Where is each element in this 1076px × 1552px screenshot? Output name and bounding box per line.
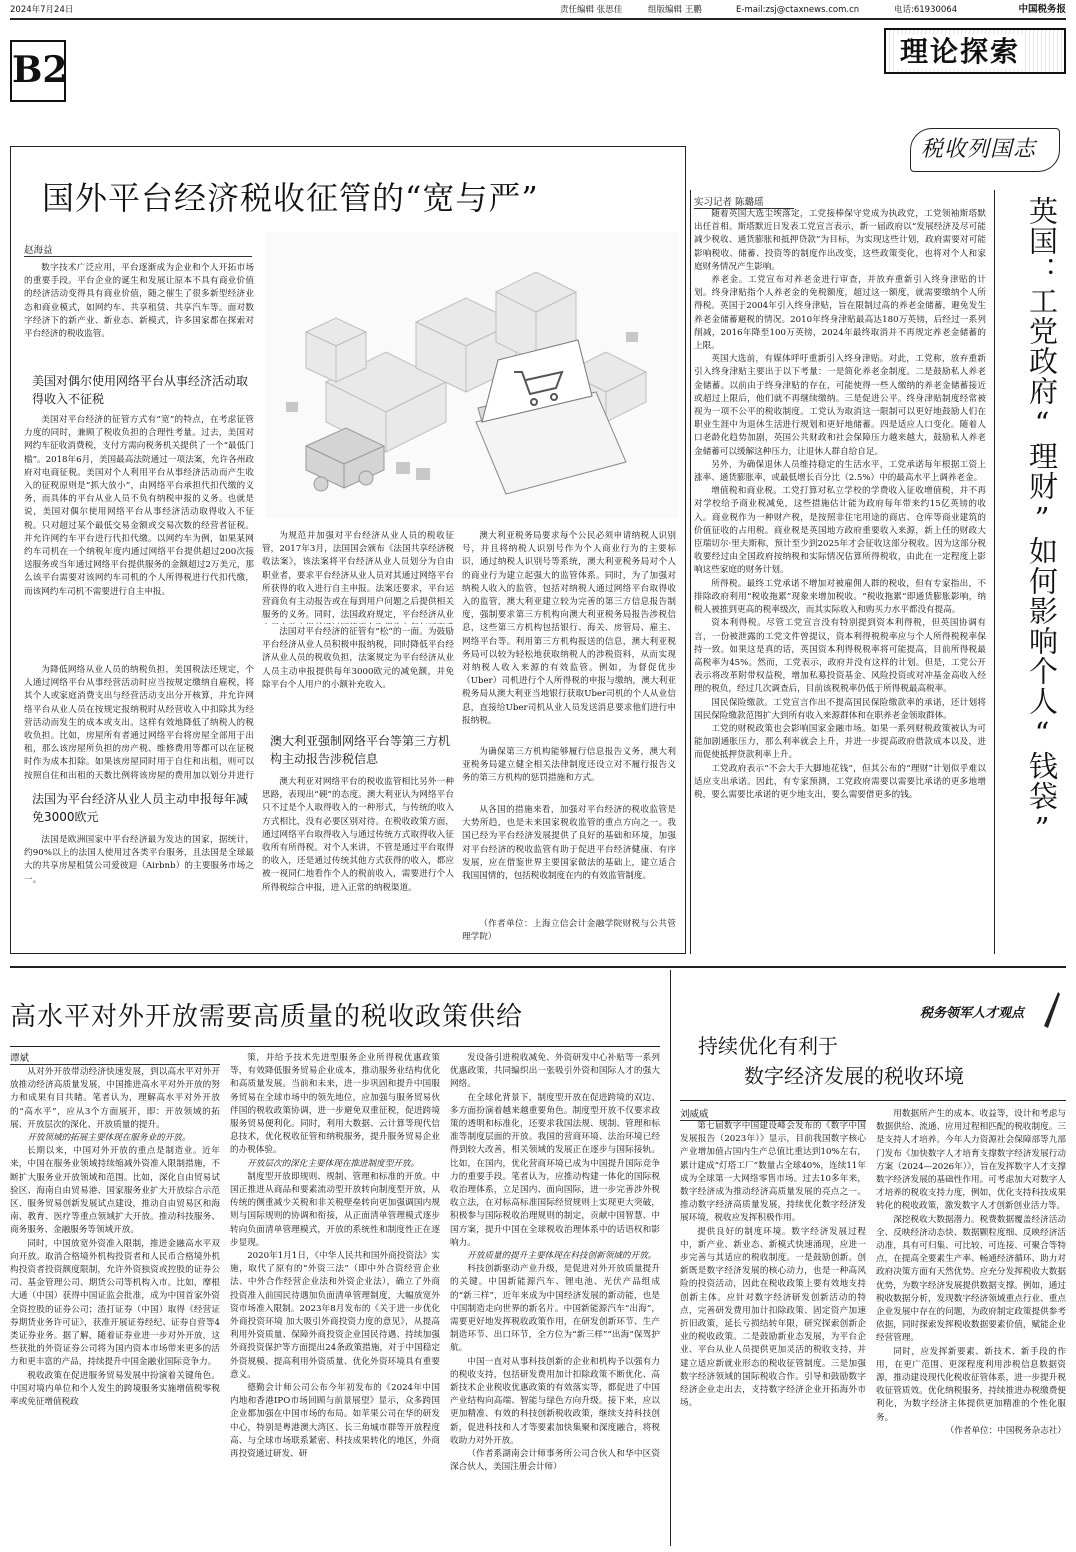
article1-col2-body: 为规范并加强对平台经济从业人员的税收征管，2017年3月，法国国会颁布《法国共享经济税收法案》，该法案将平台经济从业人员划分为自由职业者，要求平台经济从业人员对其通过网络平台所获得的收入进行自主申报。法案还要求，平台运营商负有主动报告或在每到用户问题之后提供相关服务的义务。同时，法国政府规定，平台经济从业	[262, 531, 454, 621]
article1-col3-body: 澳大利亚税务局要求每个公民必须申请纳税人识别号，并且将纳税人识别号作为个人商业行为的主要标识，通过纳税人识别号等系统，澳大利亚税务局对个人的商业行为建立起强大的监管体系。同时，为了加强对纳税人收入的监管，包括对纳税人通过网络平台取得收入的监管，澳大利亚建立较为完善的第三方信息报告制度，强制要求第三方机构向澳大利亚税务局报告涉税信息，这些第三方机构包括银行、海关、房管局、雇主、网络平台等。利用第三方机构报送的信息，澳大利亚税务局可以较为轻松地获取纳税人的涉税资料，从而实现对纳税人收入来源的有效监管。例如，为督促优步（Uber）司机进行个人所得税的申报与缴纳，澳大利亚税务局从澳大利亚当地银行获取Uber司机的个人从业信息，直接给Uber司机从业人员发送消息要求他们进行申报纳税。	[462, 531, 676, 726]
article1-footnote: （作者单位：上海立信会计金融学院财税与公共管理学院）	[462, 919, 676, 943]
article4-title-line2: 数字经济发展的税收环境	[744, 1064, 964, 1088]
editor-credit: 责任编辑 张思佳	[560, 5, 623, 15]
article2-title: 英国：工党政府“理财”如何影响个人“钱袋”	[1025, 196, 1059, 846]
article1-col3-body3: 从各国的措施来看，加强对平台经济的税收监管是大势所趋，也是未来国家税收监管的重点方向之一。我国已经为平台经济发展提供了良好的基础和环境，加强对平台经济的税收监管有助于促进平台经济健康、有序发展，应在借鉴世界主要国家做法的基础上，建立适合我国国情的，包括税收制度在内的有效监管制度。	[462, 805, 676, 882]
issue-date: 2024年7月24日	[10, 5, 74, 15]
article1-subhead-usa: 美国对偶尔使用网络平台从事经济活动取得收入不征税	[32, 374, 249, 406]
article3-title: 高水平对外开放需要高质量的税收政策供给	[10, 1002, 524, 1032]
page-label-box	[10, 40, 66, 102]
section-title: 理论探索	[896, 34, 1024, 70]
series-badge	[910, 128, 1060, 172]
article1-col1-body3: 法国是欧洲国家中平台经济最为发达的国家，据统计，约90%以上的法国人使用过各类平台服务，且法国是全球最大的共享房屋租赁公司爱彼迎（Airbnb）的主要服务市场之一。	[24, 835, 254, 885]
article3-col3: 发设备引进税收减免、外资研发中心补贴等一系列优惠政策，共同编织出一张吸引外资和国际人才的强大网络。 在全球化背景下，制度型开放在促进跨境的双边、多方面扮演着越来越重要角色。制度型开放不仅要求政策的透明和标准化，还要求我国法规、规制、管理和标准等制度层面的开放。我国的营商环境、法治环境已经得到较大改善，相关领域的发展正在逐步与国际接轨。比如，在国内，优化营商环境已成为中国提升国际竞争力的重要手段。笔者认为，应推动构建一体化的国际税收治理体系，立足国内、面向国际，进一步完善涉外税收立法，在对标高标准国际经贸规则上实现更大突破，积极参与国际税收治理规则的制定，贡献中国智慧、中国方案，提升中国在全球税收治理体系中的话语权和影响力。 开放质量的提升主要体现在科技创新领域的开放。 科技创新驱动产业升级，是促进对外开放质量提升的关键。中国新能源汽车、锂电池、光伏产品组成的“新三样”，近年来成为中国经济发展的新动能，也是中国制造走向世界的新名片。中国新能源汽车“出海”，需要更好地发挥税收政策作用，在研发创新环节、生产制造环节、出口环节，全方位为“新三样”“出海”保驾护航。 中国一直对从事科技创新的企业和机构予以强有力的税收支持，包括研发费用加计扣除政策不断优化、高新技术企业税收优惠政策的有效落实等，都促进了中国产业结构向高端、智能与绿色方向升级。接下来，应以更加精准、有效的科技创新税收政策，继续支持科技创新，促进科技和人才等要素加快集聚和深度融合，将税收助力对外开放。 （作者系湖南会计师事务所公司合伙人和华中区资深合伙人，美国注册会计师）	[450, 1053, 660, 1473]
series-badge-label: 税收列国志	[921, 137, 1037, 162]
article4-author: 刘威威	[680, 1106, 866, 1121]
article1-subhead-france: 法国为平台经济从业人员主动申报每年减免3000欧元	[32, 792, 249, 824]
article1-subhead-australia: 澳大利亚强制网络平台等第三方机构主动报告涉税信息	[270, 734, 451, 766]
article3-col1: 从对外开放带动经济快速发展，到以高水平对外开放推动经济高质量发展，中国推进高水平对外开放的努力和成果有目共睹。笔者认为，理解高水平对外开放的“高水平”，应从3个方面展开，即：开放领域的拓展、开放层次的深化、开放质量的提升。 开放领域的拓展主要体现在服务业的开放。 长期以来，中国对外开放的重点是制造业。近年来，中国在服务业领域持续缩减外资准入限制措施，不断扩大服务业开放领域和范围。比如，深化自由贸易试验区、海南自由贸易港、国家服务业扩大开放综合示范区、服务贸易创新发展试点建设，推动自由贸易区和海南、教育、医疗等重点领域扩大开放。推动科技服务、商务服务、金融服务等领域开放。 同时，中国放宽外资准入限制，推进金融高水平双向开放。取消合格境外机构投资者和人民币合格境外机构投资者投资额度限制，允许外资独资或控股的证券公司、基金管理公司、期货公司等机构入市。比如，摩根大通（中国）获得中国证监会批准，成为中国首家外资全资控股的证券公司；渣打证券（中国）取得《经营证券期货业务许可证》，获准开展证券经纪、证券自营等4类证券业务。据了解，随着证券业进一步对外开放，这些获批的外资证券公司将为国内资本市场带来更多的活力和更丰富的产品，持续提升中国金融业国际竞争力。 税收政策在促进服务贸易发展中扮演着关键角色。中国对境内单位和个人发生的跨境服务实施增值税零税率或免征增值税政	[10, 1067, 220, 1408]
article1-col1-body: 美国对平台经济的征管方式有“宽”的特点，在考虑征管力度的同时，兼顾了税收负担的合理性考量。过去，美国对网约车征收消费税，支付方需向税务机关提供了一个“最低门槛”。2018年6月，美国最高法院通过一项法案，允许各州政府对电商征税。美国对个人利用平台从事经济活动而产生收入的征税原则是“抓大放小”，由网络平台承担代扣代缴的义务，而具体的平台从业人员不负有纳税申报的义务。也就是说，美国对偶尔使用网络平台从事经济活动取得收入不征税。只对超过某个最低交易金额或交易次数的经营者征税。并允许网约车平台进行代扣代缴。以网约车为例，如果某网约车司机在一个纳税年度内通过网络平台提供超过200次接送服务或当年通过网络平台提供服务的金额超过2万美元，那么该平台需要对该网约车司机的个人所得税进行代扣代缴，而该网约车司机不需要进行自主申报。	[24, 415, 254, 597]
article1-author: 赵海益	[24, 242, 252, 257]
article3-col2: 策，并给予技术先进型服务企业所得税优惠政策等，有效降低服务贸易企业成本，推动服务业结构优化和高质量发展。当前和未来，进一步巩固和提升中国服务贸易在全球市场中的领先地位，应加强与服务贸易伙伴国的税收政策协调，进一步避免双重征税，促进跨境服务贸易便利化。同时，利用大数据、云计算等现代信息技术，优化税收征管和纳税服务，提升服务贸易企业的办税体验。 开放层次的深化主要体现在推进制度型开放。 制度型开放即规则、规制、管理和标准的开放。中国正推进从商品和要素流动型开放转向制度型开放，从传统的侧重减少关税和非关税壁垒转向更加强调国内规则与国际规则的协调和衔接，从正面清单管理模式逐步转向负面清单管理模式，开放的系统性和制度性正在逐步显现。 2020年1月1日，《中华人民共和国外商投资法》实施，取代了原有的“外资三法”（即中外合资经营企业法、中外合作经营企业法和外资企业法），确立了外商投资准入前国民待遇加负面清单管理制度，大幅放宽外资市场准入限制。2023年8月发布的《关于进一步优化外商投资环境 加大吸引外商投资力度的意见》，从提高利用外资质量、保障外商投资企业国民待遇、持续加强外商投资保护等方面提出24条政策措施，对于中国稳定外资规模、提高利用外资质量、优化外资环境具有重要意义。 德勤会计师公司公布今年初发布的《2024年中国内地和香港IPO市场回顾与前景展望》显示，众多跨国企业都加强在中国市场的布局。如苹果公司在华的研发中心，特别是粤港澳大湾区、长三角城市群等开放程度高、与全球市场联系紧密、科技成果转化的地区，外商再投资通过研发、研	[230, 1053, 440, 1460]
article1-col2-body2: 法国对平台经济的征管有“松”的一面。为鼓励平台经济从业人员积极申报纳税，同时降低平台经济从业人员的税收负担，法案规定为平台经济从业人员主动申报提供每年3000欧元的减免额，并免除平台个人用户的小额补充收入。	[262, 627, 454, 690]
section-title-box	[884, 28, 1066, 74]
article4-col2: 用数据所产生的成本、收益等，设计和考虑与数据供给、流通、应用过程相匹配的税收制度。三是支持人才培养。今年人力资源社会保障部等九部门发布《加快数字人才培育支撑数字经济发展行动方案（2024—2026年）》，旨在发挥数字人才支撑数字经济发展的基础性作用。可考虑加大对数字人才培养的税收支持力度，例如，优化支持科技成果转化的税收政策，激发数字人才创新创业活力等。 深挖税收大数据潜力。税费数据覆盖经济活动全、反映经济动态快、数据颗粒度细、反映经济活动准，具有可归集、可比较、可连接、可聚合等特点，在提高全要素生产率、畅通经济循环、助力对政府决策方面有天然优势。应充分发挥税收大数据优势，为数字经济发展提供数据支撑。例如，通过税收数据分析，发现数字经济领域重点行业、重点企业发展中存在的问题，为政府制定政策提供参考依据，同时探索发挥税收数据要素价值，赋能企业经营管理。 同时，应发挥新要素、新技术、新手段的作用，在更广范围、更深程度利用涉税信息数据资源，推动建设现代化税收征管体系，进一步提升税收征管质效。优化纳税服务，持续推进办税缴费便利化，为数字经济主体提供更加精准的个性化服务。 （作者单位：中国税务杂志社）	[876, 1109, 1066, 1436]
page-label: B2	[12, 49, 68, 91]
layout-editor-credit: 组版编辑 王鹏	[648, 5, 702, 15]
article1-col1-body2: 为降低网络从业人员的纳税负担，美国税法还规定，个人通过网络平台从事经营活动时应当按规定缴纳自雇税，将其个人或家庭消费支出与经营活动支出分开核算，并允许网络平台从业人员在按规定报纳税时从经营收入中扣除其为经营活动而发生的成本或支出。这样有效地降低了纳税人的税收负担。比如，房屋所有者通过网络平台将房屋全部用于出租，那么该房屋所负担的房产税、维修费用等都可以在征税时作为成本扣除。如果该房屋同时用于自住和出租，则可以按照自住和出租的天数比例将该房屋的费用加以划分并进行	[24, 665, 254, 781]
article1-col2-body3: 澳大利亚对网络平台的税收监管相比另外一种思路，表现出“硬”的态度。澳大利亚认为网络平台只不过是个人取得收入的一种形式，与传统的收入方式相比，没有必要区别对待。在税收政策方面，通过网络平台取得收入与通过传统方式取得收入征收所有所得税。对个人来讲，不管是通过平台取得的收入，还是通过传统其他方式获得的收入，都应被一视同仁地看作个人的税前收入，需要进行个人所得税综合申报，进入正常的纳税渠道。	[262, 777, 454, 893]
editor-email: E-mail:zsj@ctaxnews.com.cn	[736, 5, 860, 15]
paper-name: 中国税务报	[1018, 4, 1066, 15]
article1-intro: 数字技术广泛应用，平台逐渐成为企业和个人开拓市场的重要手段。平台企业的诞生和发展让原本不具有商业价值的经济活动变得具有商业价值，随之催生了很多新型经济业态和商业模式，如网约车、共享租赁、共享汽车等。面对数字经济下的新产业、新业态、新模式，许多国家都在探索对平台经济的税收监管。	[24, 263, 254, 340]
editor-phone: 电话:61930064	[894, 5, 958, 15]
article4-column-label: 税务领军人才观点	[920, 1006, 1025, 1021]
article3-author: 谭斌	[10, 1050, 220, 1065]
article1-title: 国外平台经济税收征管的“宽与严”	[42, 179, 539, 217]
platform-economy-illustration	[266, 232, 678, 518]
article4-col1: 第七届数字中国建设峰会发布的《数字中国发展报告（2023年）》显示，目前我国数字核心产业增加值占国内生产总值比重达到10%左右，累计建成“灯塔工厂”数量占全球40%，连续11年成为全球第一大网络零售市场。过去10多年来，数字经济成为推动经济高质量发展的亮点之一。推动数字经济高质量发展，持续优化数字经济发展环境，税收应发挥积极作用。 提供良好的制度环境。数字经济发展过程中，新产业、新业态、新模式快速涌现，应进一步完善与其适应的税收制度。一是鼓励创新。创新既是数字经济发展的核心动力，也是一种高风险的投资活动，因此在税收政策上要有效地支持创新主体。应针对数字经济研发创新活动的特点，完善研发费用加计扣除政策、固定资产加速折旧政策，延长亏损结转年限，研究探索创新企业的税收政策。二是鼓励新业态发展，为平台企业、平台从业人员提供更加灵活的税收支持，并建立适应新就业形态的税收征管制度。三是加强数字经济领域的国际税收合作。引导和鼓励数字经济企业走出去，支持数字经济企业开拓海外市场。	[680, 1121, 866, 1409]
article4-title-line1: 持续优化有利于	[698, 1034, 838, 1058]
article2-body: 随着英国大选尘埃落定，工党接棒保守党成为执政党，工党领袖斯塔默出任首相。斯塔默近日发表工党宣言表示，新一届政府以“发展经济及尽可能减少税收、通货膨胀和抵押贷款”为目标，为实现这些计划，政府需要对可能影响税收、储蓄、投资等的制度作出改变，这些政策变化，也将对个人和家庭财务情况产生影响。 养老金。工党宣布对养老金进行审查，并放弃重新引入终身津贴的计划。终身津贴指个人养老金的免税额度，超过这一额度，就需要缴纳个人所得税。英国于2004年引入终身津贴，旨在限制过高的养老金储蓄，避免发生养老金储蓄避税的情况。2010年终身津贴最高达180万英镑，后经过一系列削减，2016年降至100万英镑，2024年最终取消并不再规定养老金储蓄的上限。 英国大选前，有媒体呼吁重新引入终身津贴。对此，工党称，放弃重新引入终身津贴主要出于以下考量：一是简化养老金制度。二是鼓励私人养老金储蓄。以前由于终身津贴的存在，可能使得一些人缴纳的养老金储蓄接近或超过上限后，他们就不再继续缴纳。三是促进公平。终身津贴制度经常被视为一项不公平的税收制度。工党认为取消这一限制可以更好地鼓励人们在职业生涯中为退休生活进行规划和更好地储蓄。四是适应人口变化。随着人口老龄化趋势加剧，英国公共财政和社会保障压力越来越大，鼓励私人养老金储蓄可以缓解这种压力，让退休人群自给自足。 另外，为确保退休人员维持稳定的生活水平，工党承诺每年根据工资上涨率、通货膨胀率，或最低增长百分比（2.5%）中的最高水平上调养老金。 增值税和商业税。工党打算对私立学校的学费收入征收增值税，并不再对学校给予商业税减免，这些措施估计能为政府每年带来约15亿英镑的收入。商业税作为一种财产税，是按照非住宅用途的商店、仓库等商业建筑的价值征收的占用税。商业税是英国地方政府重要收入来源，新上任的财政大臣瑞切尔·里夫斯称，预计至少到2025年才会征收这部分税收。因为这部分税收要经过由全国政府按纳税和实际情况估算所得税收，由此在一定程度上影响这些家庭的财务计划。 所得税。最终工党承诺不增加对被雇佣人群的税收，但有专家指出，不排除政府利用“税收拖累”现象来增加税收。“税收拖累”即通货膨胀影响，纳税人被推到更高的税率级次，而其实际收入和购买力水平都没有提高。 资本利得税。尽管工党宣言没有特别提到资本利得税，但英国协调有言，一份被泄露的工党文件曾提议，资本利得税税率应与个人所得税税率保持一致。如果这是真的话，英国资本利得税税率将可能提高，目前所得税最高税率为45%。然而，工党表示，政府并没有这样的计划。但是，工党公开表示将改革附带权益税，增加私募投资基金、风险投资或对冲基金高收入经理的税负，经过几次调查后，目前该税税率仍低于所得税最高税率。 国民保险缴款。工党宣言作出不提高国民保险缴款率的承诺，还计划将国民保险缴款范围扩大到所有收入来源群体和在职养老金领取群体。 工党的财税政策也会影响国家金融市场。如果一系列财税政策被认为可能加剧通胀压力，那么利率就会上升，并进一步提高政府借款成本以及，进而促使抵押贷款利率上升。 工党政府表示“不会大手大脚地花钱”，但其公布的“理财”计划似乎难以适应支出承诺。因此，有专家预测，工党政府需要以需要比承诺的更多地增税，要么需要比承诺的更少地支出，要么需要借更多的钱。	[694, 209, 986, 800]
article2-author: 实习记者 陈璐瑶	[694, 194, 794, 209]
article1-col3-body2: 为确保第三方机构能够履行信息报告义务，澳大利亚税务局建立健全相关法律制度还设立对不履行报告义务的第三方机构的惩罚措施和方式。	[462, 747, 676, 784]
pen-icon	[1040, 990, 1062, 1030]
city-laptop-illustration	[266, 232, 678, 518]
